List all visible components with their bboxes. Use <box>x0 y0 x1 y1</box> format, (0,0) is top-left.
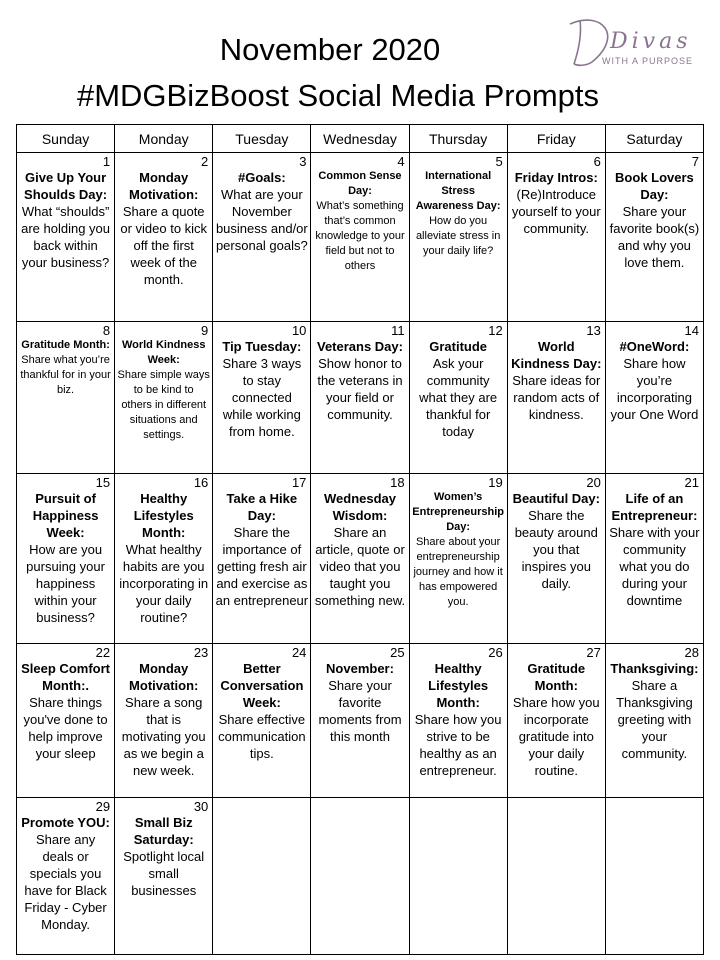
day-cell-27 <box>507 644 605 798</box>
prompt-title: Thanksgiving: <box>610 661 699 676</box>
prompt-text: Share a song that is motivating you as we begin a new week. <box>121 695 206 778</box>
prompt-text: Share the beauty around you that inspires you daily. <box>514 508 598 591</box>
day-number: 29 <box>95 799 111 814</box>
week-row-2 <box>17 322 704 474</box>
weekday-tuesday: Tuesday <box>213 125 311 153</box>
weekday-sunday: Sunday <box>17 125 115 153</box>
logo-tagline-text: WITH A PURPOSE <box>602 56 694 66</box>
day-number: 24 <box>291 645 307 660</box>
day-cell-22 <box>17 644 115 798</box>
prompt-text: What “shoulds” are holding you back within your business? <box>21 204 111 270</box>
day-number: 6 <box>593 154 601 169</box>
prompt-title: #Goals: <box>238 170 286 185</box>
prompt-title: #OneWord: <box>619 339 690 354</box>
day-cell-1 <box>17 153 115 322</box>
prompt-title: Better Conversation Week: <box>220 661 304 710</box>
week-row-5 <box>17 798 704 955</box>
day-number: 16 <box>193 475 209 490</box>
empty-cell <box>409 798 507 955</box>
day-number: 20 <box>586 475 601 490</box>
prompt-text: Share how you incorporate gratitude into your daily routine. <box>512 695 600 778</box>
prompt-text: Share with your community what you do during your downtime <box>609 525 700 608</box>
day-cell-4 <box>311 153 409 322</box>
day-cell-21 <box>605 474 703 644</box>
weekday-header-row <box>17 125 704 153</box>
day-cell-10 <box>213 322 311 474</box>
day-cell-18 <box>311 474 409 644</box>
prompt-text: Share how you strive to be healthy as an entrepreneur. <box>414 712 502 778</box>
prompt-title: Life of an Entrepreneur: <box>611 491 698 523</box>
page-subtitle: #MDGBizBoost Social Media Prompts <box>76 78 600 113</box>
day-number: 26 <box>488 645 503 660</box>
prompt-title: November: <box>326 661 394 676</box>
prompt-text: Share how you’re incorporating your One Word <box>610 356 699 422</box>
day-cell-14 <box>605 322 703 474</box>
day-number: 23 <box>193 645 209 660</box>
day-number: 28 <box>684 645 699 660</box>
weekday-friday: Friday <box>507 125 605 153</box>
day-cell-6 <box>507 153 605 322</box>
day-cell-8 <box>17 322 115 474</box>
prompt-title: Pursuit of Happiness Week: <box>32 491 99 540</box>
prompt-title: Veterans Day: <box>316 339 403 354</box>
prompt-text: Share a Thanksgiving greeting with your community. <box>616 678 693 761</box>
prompt-title: Healthy Lifestyles Month: <box>133 491 194 540</box>
day-number: 1 <box>102 154 111 169</box>
day-number: 10 <box>291 323 307 338</box>
prompt-text: Share any deals or specials you have for Black Friday - Cyber Monday. <box>24 832 107 932</box>
day-number: 9 <box>201 323 209 338</box>
day-number: 22 <box>95 645 111 660</box>
prompt-title: Give Up Your Shoulds Day: <box>24 170 108 202</box>
prompt-text: What are your November business and/or personal goals? <box>215 187 308 253</box>
prompt-title: World Kindness Day: <box>511 339 602 371</box>
day-number: 19 <box>488 475 503 490</box>
prompt-text: Spotlight local small businesses <box>123 849 205 898</box>
day-number: 15 <box>95 475 111 490</box>
prompt-title: Book Lovers Day: <box>615 170 694 202</box>
day-cell-5 <box>409 153 507 322</box>
empty-cell <box>311 798 409 955</box>
day-number: 25 <box>390 645 405 660</box>
prompt-text: Ask your community what they are thankful for today <box>419 356 498 439</box>
calendar-table <box>16 124 704 955</box>
day-cell-2 <box>115 153 213 322</box>
day-number: 8 <box>102 323 111 338</box>
prompt-text: Share your favorite book(s) and why you love them. <box>609 204 700 270</box>
day-cell-19 <box>409 474 507 644</box>
day-number: 5 <box>495 154 503 169</box>
day-cell-25 <box>311 644 409 798</box>
day-cell-23 <box>115 644 213 798</box>
prompt-title: Wednesday Wisdom: <box>323 491 396 523</box>
day-number: 18 <box>390 475 405 490</box>
day-cell-24 <box>213 644 311 798</box>
day-number: 30 <box>193 799 209 814</box>
day-cell-12 <box>409 322 507 474</box>
prompt-text: Share effective communication tips. <box>218 712 306 761</box>
prompt-text: Share your favorite moments from this month <box>318 678 402 744</box>
day-number: 17 <box>291 475 307 490</box>
prompt-text: Share simple ways to be kind to others in different situations and settings. <box>117 369 210 441</box>
day-number: 27 <box>586 645 601 660</box>
day-number: 12 <box>488 323 503 338</box>
prompt-title: Take a Hike Day: <box>226 491 298 523</box>
day-cell-7 <box>605 153 703 322</box>
prompt-title: International Stress Awareness Day: <box>415 170 501 212</box>
prompt-text: Share 3 ways to stay connected while working from home. <box>222 356 302 439</box>
prompt-title: Gratitude Month: <box>21 339 110 351</box>
divas-logo-graphic <box>562 6 712 72</box>
prompt-text: (Re)Introduce yourself to your community. <box>511 187 601 236</box>
prompt-text: How do you alleviate stress in your daily life? <box>415 215 501 257</box>
day-cell-26 <box>409 644 507 798</box>
prompt-title: World Kindness Week: <box>121 339 206 366</box>
prompt-title: Tip Tuesday: <box>222 339 302 354</box>
weekday-thursday: Thursday <box>409 125 507 153</box>
prompt-title: Women’s Entrepreneurship Day: <box>412 491 504 533</box>
day-number: 13 <box>586 323 601 338</box>
logo-brand-text: Divas <box>610 29 692 54</box>
day-cell-20 <box>507 474 605 644</box>
prompt-text: Share things you've done to help improve your sleep <box>23 695 108 761</box>
weekday-saturday: Saturday <box>605 125 703 153</box>
day-number: 3 <box>299 154 307 169</box>
day-cell-17 <box>213 474 311 644</box>
prompt-text: What healthy habits are you incorporating in your daily routine? <box>119 542 209 625</box>
prompt-text: Show honor to the veterans in your field or community. <box>317 356 403 422</box>
prompt-text: Share ideas for random acts of kindness. <box>512 373 601 422</box>
day-number: 2 <box>201 154 209 169</box>
prompt-title: Healthy Lifestyles Month: <box>428 661 489 710</box>
day-number: 14 <box>684 323 699 338</box>
divas-logo <box>562 6 712 72</box>
prompt-text: Share what you’re thankful for in your biz. <box>20 354 111 396</box>
prompt-title: Promote YOU: <box>21 815 110 830</box>
prompt-text: Share about your entrepreneurship journey and how it has empowered you. <box>413 536 503 608</box>
prompt-text: What’s something that’s common knowledge to your field but not to others <box>315 200 405 272</box>
prompt-title: Monday Motivation: <box>129 170 199 202</box>
week-row-3 <box>17 474 704 644</box>
week-row-4 <box>17 644 704 798</box>
day-cell-16 <box>115 474 213 644</box>
prompt-title: Small Biz Saturday: <box>133 815 194 847</box>
prompt-title: Friday Intros: <box>514 170 598 185</box>
prompt-title: Gratitude <box>429 339 488 354</box>
day-number: 11 <box>391 323 405 338</box>
day-cell-9 <box>115 322 213 474</box>
prompt-text: Share an article, quote or video that you taught you something new. <box>314 525 406 608</box>
weekday-wednesday: Wednesday <box>311 125 409 153</box>
day-number: 4 <box>397 154 405 169</box>
day-cell-29 <box>17 798 115 955</box>
week-row-1 <box>17 153 704 322</box>
prompt-title: Sleep Comfort Month:. <box>21 661 110 693</box>
day-cell-15 <box>17 474 115 644</box>
empty-cell <box>213 798 311 955</box>
day-cell-11 <box>311 322 409 474</box>
day-cell-3 <box>213 153 311 322</box>
day-cell-13 <box>507 322 605 474</box>
day-number: 7 <box>691 154 699 169</box>
prompt-text: How are you pursuing your happiness within your business? <box>26 542 105 625</box>
prompt-title: Beautiful Day: <box>512 491 600 506</box>
empty-cell <box>605 798 703 955</box>
prompt-text: Share the importance of getting fresh air and exercise as an entrepreneur <box>215 525 309 608</box>
prompt-text: Share a quote or video to kick off the first week of the month. <box>120 204 208 287</box>
weekday-monday: Monday <box>115 125 213 153</box>
page-title: November 2020 <box>219 32 441 67</box>
prompt-title: Gratitude Month: <box>527 661 586 693</box>
day-cell-30 <box>115 798 213 955</box>
day-cell-28 <box>605 644 703 798</box>
empty-cell <box>507 798 605 955</box>
day-number: 21 <box>684 475 699 490</box>
prompt-title: Common Sense Day: <box>318 170 402 197</box>
prompt-title: Monday Motivation: <box>129 661 199 693</box>
